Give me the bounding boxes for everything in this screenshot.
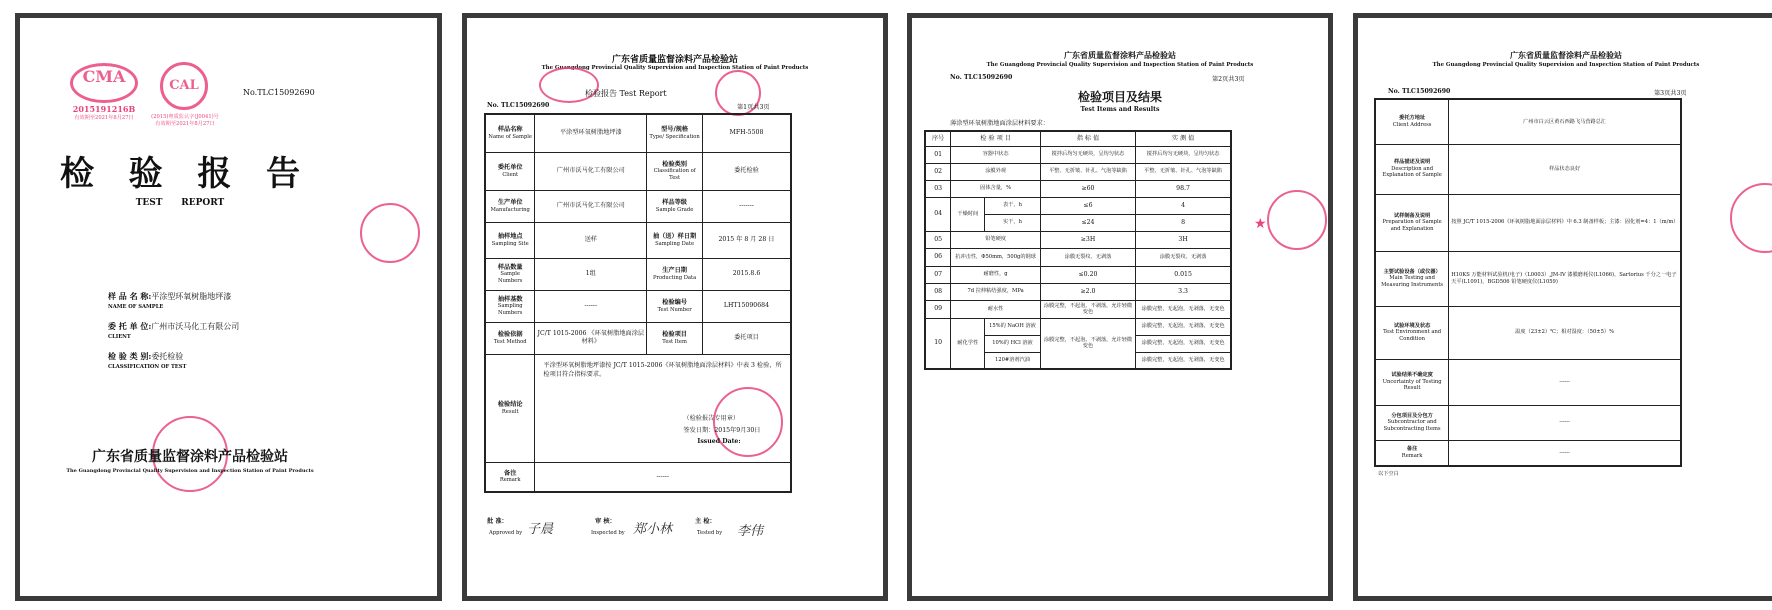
- section-title-en: Test Items and Results: [1080, 106, 1160, 113]
- table-row: 试验环境及状态 Test Environment and Condition 温度（23±2）℃；相对湿度：（50±5）%: [1375, 306, 1681, 359]
- client-row: 委 托 单 位:广州市沃马化工有限公司: [108, 321, 240, 331]
- table-row: 120#溶剂汽油 涂膜完整，无起泡，无剥落，无变色: [925, 352, 1231, 369]
- cal-note: 有效期至2021年8月27日: [155, 121, 215, 127]
- edge-seal: [1267, 190, 1327, 250]
- report-title: 检 验 报 告: [60, 154, 300, 194]
- table-row: 委托单位 Client 广州市沃马化工有限公司 检验类别 Classification of Test 委托检验: [485, 152, 791, 190]
- table-row: 10 耐化学性 15%的 NaOH 溶液 涂膜完整，不起泡、不剥落，允许轻微变色 涂膜完整，无起泡，无剥落，无变色: [925, 318, 1231, 335]
- table-row: 实干，h ≤24 8: [925, 214, 1231, 231]
- table-row: 试样制备及说明 Preparation of Sample and Explanation 按照 JC/T 1015-2006《环氧树脂地面涂层材料》中 6.3 制备样板；主漆：固化剂=4：1（m/m）: [1375, 194, 1681, 251]
- edge-seal: [1730, 183, 1772, 253]
- header-en: The Guangdong Provincial Quality Supervision and Inspection Station of Paint Products: [1432, 62, 1700, 68]
- cal-code: (2015)粤质监认字(J0041)号: [151, 114, 219, 120]
- result-row: 检验结论 Result 平涂型环氧树脂地坪漆按 JC/T 1015-2006《环氧树脂地面涂层材料》中表 3 检验，所检项目符合指标要求。 （检验报告专用章） 签发日期：2015年9月30日 Issued Date:: [485, 354, 791, 462]
- header-cn: 广东省质量监督涂料产品检验站: [1064, 50, 1176, 60]
- sample-name-row: 样 品 名 称:平涂型环氧树脂地坪漆: [108, 291, 232, 301]
- table-row: 03 固体含量，% ≥60 98.7: [925, 180, 1231, 197]
- cma-code: 2015191216B: [72, 104, 136, 114]
- report-page-1: [462, 13, 888, 601]
- sample-info-table: [1374, 98, 1682, 467]
- page-number: 第3页共3页: [1654, 90, 1687, 97]
- table-row: 06 抗冲击性，Φ50mm，500g的钢球 涂膜无裂纹、无剥落 涂膜无裂纹、无剥落: [925, 248, 1231, 266]
- page-number: 第1页共3页: [737, 104, 770, 111]
- cma-note: 有效期至2021年8月27日: [74, 115, 134, 121]
- table-row: 05 铅笔硬度 ≥3H 3H: [925, 231, 1231, 248]
- report-page-3: [1353, 13, 1772, 601]
- table-row: 样品名称 Name of Sample 平涂型环氧树脂地坪漆 型号/规格 Type/ Specification MFH-5508: [485, 114, 791, 152]
- edge-seal: [360, 203, 420, 263]
- table-row: 样品数量 Sample Numbers 1组 生产日期 Producting Data 2015.8.6: [485, 258, 791, 290]
- inspector-signature: 郑小林: [633, 522, 673, 537]
- star-icon: ★: [1254, 216, 1267, 232]
- table-row: 试验结果不确定度 Uncertainty of Testing Result ------: [1375, 359, 1681, 405]
- table-row: 10%的 HCl 溶液 涂膜完整，无起泡，无剥落，无变色: [925, 335, 1231, 352]
- header-cn: 广东省质量监督涂料产品检验站: [1510, 50, 1622, 60]
- report-page-2: [907, 13, 1333, 601]
- report-number: No. TLC15092690: [487, 102, 550, 109]
- table-row: 样品描述及说明 Description and Explanation of Sample 样品状态良好: [1375, 144, 1681, 194]
- signature-row: 批 准： Approved by 子晨 审 核： Inspected by 郑小林 主 检： Tested by 李伟: [487, 518, 764, 539]
- classification-en: CLASSIFICATION OF TEST: [108, 364, 187, 370]
- cal-stamp: CAL: [160, 62, 208, 110]
- table-row: 主要试验设备（或仪器） Main Testing and Measuring Instruments H10KS 万能材料试验机(电子)（L0003）,JM-IV 漆膜磨耗仪(L1066)，Sartorius 千分之一电子天平(L1091)，BGD506 铅笔硬度仪(L1059): [1375, 251, 1681, 306]
- results-table: [924, 130, 1232, 370]
- report-title-en: TEST REPORT: [135, 198, 225, 208]
- report-number: No.TLC15092690: [243, 88, 315, 97]
- page-number: 第2页共3页: [1212, 76, 1245, 83]
- table-row: 04 干燥时间 表干，h ≤6 4: [925, 197, 1231, 214]
- header-en: The Guangdong Provincial Quality Supervision and Inspection Station of Paint Products: [541, 65, 809, 71]
- header-en: The Guangdong Provincial Quality Supervision and Inspection Station of Paint Products: [986, 62, 1254, 68]
- tester-signature: 李伟: [737, 524, 764, 539]
- table-header: 序号 检 验 项 目 指 标 值 实 测 值: [925, 131, 1231, 146]
- report-cover-page: [15, 13, 442, 601]
- table-row: 抽样基数 Sampling Numbers ------ 检验编号 Test Number LHT15090684: [485, 290, 791, 322]
- report-number: No. TLC15092690: [1388, 88, 1451, 95]
- report-title: 检验报告 Test Report: [585, 89, 667, 98]
- table-row: 分包项目及分包方 Subcontractor and Subcontracting Items ------: [1375, 405, 1681, 440]
- client-en: CLIENT: [108, 334, 131, 340]
- table-row: 08 7d 拉伸粘结强度，MPa ≥2.0 3.3: [925, 283, 1231, 300]
- table-row: 委托方地址 Client Address 广州市白云区黄石西路飞马营路总汇: [1375, 99, 1681, 144]
- section-title: 检验项目及结果: [1077, 90, 1162, 104]
- station-name-en: The Guangdong Provincial Quality Supervision and Inspection Station of Paint Products: [66, 468, 314, 474]
- table-row: 抽样地点 Sampling Site 送样 抽（送）样日期 Sampling Date 2015 年 8 月 28 日: [485, 222, 791, 258]
- table-row: 07 耐磨性，g ≤0.20 0.015: [925, 266, 1231, 283]
- cma-stamp: CMA: [70, 63, 138, 103]
- sample-name-en: NAME OF SAMPLE: [108, 304, 164, 310]
- table-row: 01 容器中状态 搅拌后均匀无硬块，呈均匀状态 搅拌后均匀无硬块，呈均匀状态: [925, 146, 1231, 163]
- table-row: 生产单位 Manufacturing 广州市沃马化工有限公司 样品等级 Sample Grade -------: [485, 190, 791, 222]
- end-note: 以下空白: [1378, 471, 1399, 477]
- header-cn: 广东省质量监督涂料产品检验站: [611, 55, 738, 65]
- table-row: 检验依据 Test Method JC/T 1015-2006 《环氧树脂地面涂层材料》 检验项目 Test Item 委托项目: [485, 322, 791, 354]
- report-number: No. TLC15092690: [950, 74, 1013, 81]
- approver-signature: 子晨: [527, 522, 554, 537]
- table-caption: 薄涂型环氧树脂地面涂层材料要求：: [950, 120, 1049, 127]
- table-row: 09 耐水性 涂膜完整，不起泡、不剥落，允许轻微变色 涂膜完整，无起泡，无剥落，无变色: [925, 300, 1231, 318]
- table-row: 02 涂膜外观 平整、无折皱、针孔、气泡等缺陷 平整、无折皱、针孔、气泡等缺陷: [925, 163, 1231, 180]
- classification-row: 检 验 类 别:委托检验: [108, 351, 184, 361]
- table-row: 备注 Remark ------: [1375, 440, 1681, 466]
- report-info-table: [484, 113, 792, 493]
- station-name: 广东省质量监督涂料产品检验站: [92, 449, 288, 465]
- remark-row: 备注 Remark ------: [485, 462, 791, 492]
